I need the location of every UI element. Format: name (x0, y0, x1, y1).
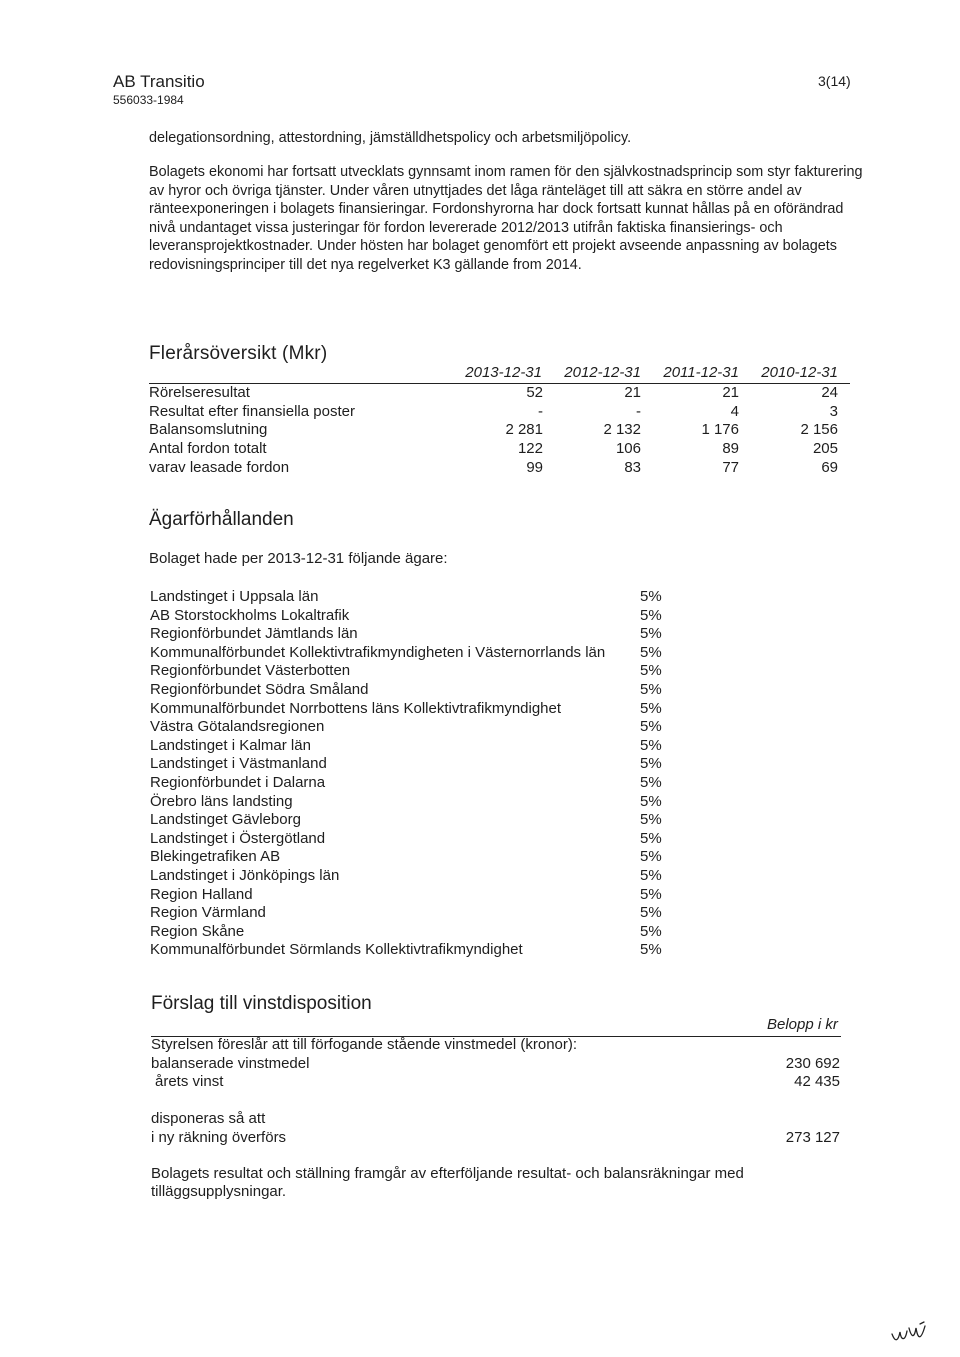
table-cell: 24 (821, 384, 838, 401)
table-row-label: varav leasade fordon (149, 459, 290, 476)
owner-share: 5% (640, 681, 662, 698)
table-cell: 2 132 (603, 421, 641, 438)
table-cell: 205 (812, 440, 838, 457)
proposal-line-label: i ny räkning överförs (151, 1129, 287, 1146)
year-column-header: 2010-12-31 (761, 364, 838, 381)
owner-name: Örebro läns landsting (150, 793, 293, 810)
table-cell: 69 (821, 459, 838, 476)
year-column-header: 2013-12-31 (465, 364, 542, 381)
owner-name: Landstinget i Uppsala län (150, 588, 319, 605)
owner-share: 5% (640, 886, 662, 903)
owner-name: Kommunalförbundet Kollektivtrafikmyndigheten i Västernorrlands län (150, 644, 606, 661)
owner-name: Regionförbundet Jämtlands län (150, 625, 358, 642)
table-cell: 3 (829, 403, 838, 420)
proposal-line-label: disponeras så att (151, 1110, 266, 1127)
owner-name: Regionförbundet Södra Småland (150, 681, 369, 698)
owner-share: 5% (640, 588, 662, 605)
owner-share: 5% (640, 811, 662, 828)
table-cell: 21 (722, 384, 739, 401)
proposal-line-amount: 230 692 (785, 1055, 840, 1072)
owner-name: Landstinget i Västmanland (150, 755, 327, 772)
table-cell: 4 (730, 403, 739, 420)
table-cell: 1 176 (701, 421, 739, 438)
year-column-header: 2011-12-31 (663, 364, 739, 381)
table-row-label: Antal fordon totalt (149, 440, 267, 457)
owner-share: 5% (640, 904, 662, 921)
table-cell: 122 (517, 440, 543, 457)
owner-share: 5% (640, 625, 662, 642)
table-cell: 2 281 (505, 421, 543, 438)
table-cell: - (636, 403, 641, 420)
table-cell: - (538, 403, 543, 420)
intro-paragraph-2: Bolagets ekonomi har fortsatt utvecklats gynnsamt inom ramen för den självkostnadsprincip som styr fakturering av hyror och övriga tjänster. Under våren utnyttjades det låga ränteläget till att säkra en större andel av ränteexponeringen i bolagets finansieringar. Fordonshyrorna har dock fortsatt kunnat hållas på en oförändrad nivå undantaget vissa justeringar för fordon levererade 2012/2013 utifrån faktiska finansierings- och leveransprojektkostnader. Under hösten har bolaget genomfört ett projekt avseende anpassning av bolagets redovisningsprinciper till det nya regelverket K3 gällande from 2014. (149, 164, 863, 273)
owner-name: Regionförbundet Västerbotten (150, 662, 351, 679)
amount-column-header: Belopp i kr (767, 1016, 838, 1033)
ownership-intro: Bolaget hade per 2013-12-31 följande ägare: (149, 550, 448, 567)
ownership-heading: Ägarförhållanden (149, 509, 294, 530)
table-cell: 89 (722, 440, 739, 457)
owner-name: Blekingetrafiken AB (150, 848, 281, 865)
intro-paragraph-1: delegationsordning, attestordning, jämställdhetspolicy och arbetsmiljöpolicy. (149, 130, 632, 146)
table-row-label: Resultat efter finansiella poster (149, 403, 355, 420)
owner-share: 5% (640, 830, 662, 847)
proposal-heading: Förslag till vinstdisposition (151, 993, 372, 1014)
owner-name: Landstinget i Östergötland (150, 830, 326, 847)
proposal-line-amount: 42 435 (794, 1073, 840, 1090)
proposal-line-label: årets vinst (155, 1073, 224, 1090)
proposal-line-label: Styrelsen föreslår att till förfogande stående vinstmedel (kronor): (151, 1036, 578, 1053)
year-column-header: 2012-12-31 (564, 364, 641, 381)
table-row-label: Rörelseresultat (149, 384, 250, 401)
table-cell: 106 (615, 440, 641, 457)
owner-name: Regionförbundet i Dalarna (150, 774, 326, 791)
owner-share: 5% (640, 737, 662, 754)
table-cell: 2 156 (800, 421, 838, 438)
owner-name: Region Skåne (150, 923, 245, 940)
owner-share: 5% (640, 793, 662, 810)
owner-share: 5% (640, 700, 662, 717)
multi-year-heading: Flerårsöversikt (Mkr) (149, 343, 328, 364)
signature-initials (890, 1320, 934, 1346)
closing-paragraph: Bolagets resultat och ställning framgår av efterföljande resultat- och balansräkningar med tilläggsupplysningar. (151, 1165, 744, 1200)
table-cell: 21 (624, 384, 641, 401)
org-number: 556033-1984 (113, 93, 184, 107)
page-number: 3(14) (818, 73, 851, 89)
owner-share: 5% (640, 848, 662, 865)
owner-name: Landstinget i Kalmar län (150, 737, 311, 754)
owner-share: 5% (640, 662, 662, 679)
owner-name: Landstinget Gävleborg (150, 811, 301, 828)
owner-share: 5% (640, 941, 662, 958)
owner-share: 5% (640, 755, 662, 772)
owner-name: Region Halland (150, 886, 253, 903)
owner-name: AB Storstockholms Lokaltrafik (150, 607, 350, 624)
company-name: AB Transitio (113, 72, 205, 91)
owner-share: 5% (640, 718, 662, 735)
table-row-label: Balansomslutning (149, 421, 268, 438)
table-cell: 83 (624, 459, 641, 476)
table-cell: 52 (526, 384, 543, 401)
table-cell: 99 (526, 459, 543, 476)
owner-name: Västra Götalandsregionen (150, 718, 325, 735)
owner-name: Kommunalförbundet Norrbottens läns Kollektivtrafikmyndighet (150, 700, 562, 717)
proposal-line-amount: 273 127 (785, 1129, 840, 1146)
owner-share: 5% (640, 644, 662, 661)
owner-share: 5% (640, 774, 662, 791)
owner-name: Landstinget i Jönköpings län (150, 867, 340, 884)
owner-name: Kommunalförbundet Sörmlands Kollektivtrafikmyndighet (150, 941, 523, 958)
owner-share: 5% (640, 607, 662, 624)
owner-name: Region Värmland (150, 904, 266, 921)
owner-share: 5% (640, 923, 662, 940)
owner-share: 5% (640, 867, 662, 884)
table-cell: 77 (722, 459, 739, 476)
proposal-line-label: balanserade vinstmedel (151, 1055, 310, 1072)
